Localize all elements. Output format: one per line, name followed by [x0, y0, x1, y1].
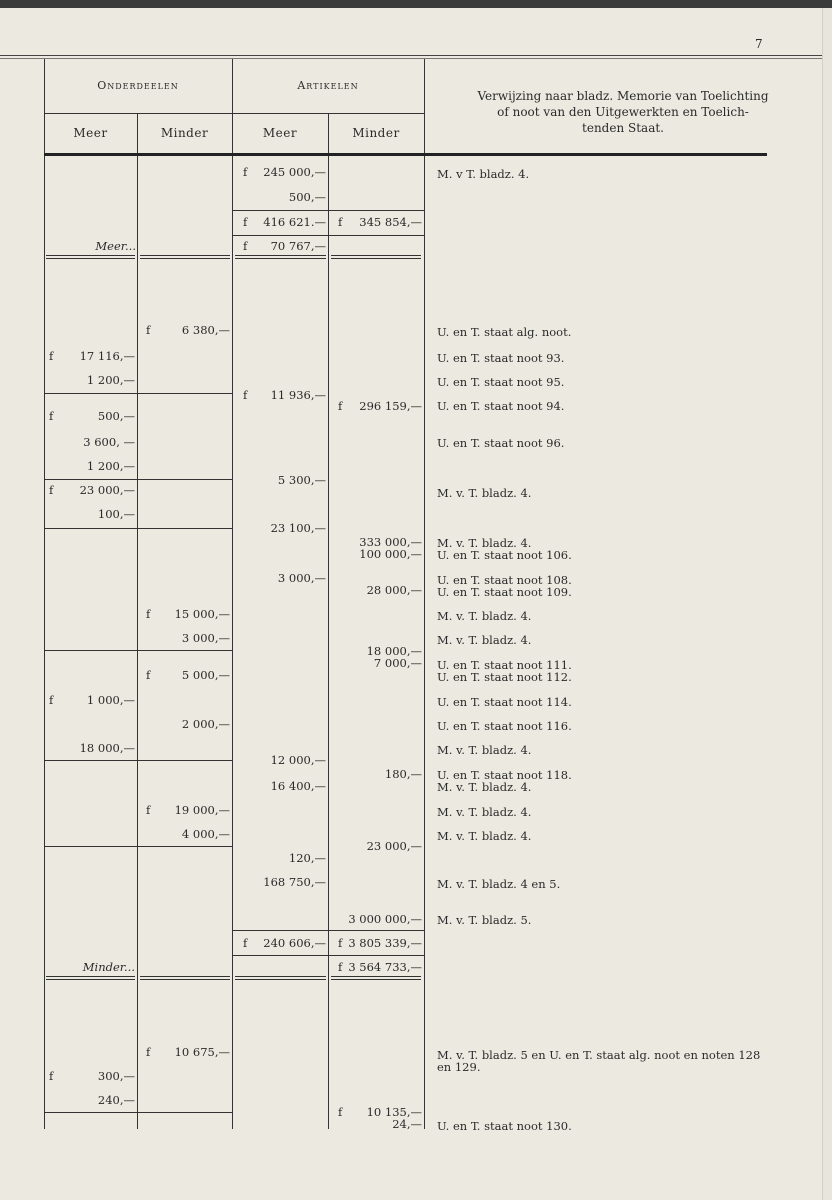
reference: U. en T. staat noot 108. [437, 573, 572, 587]
value: 296 159,— [359, 399, 422, 413]
florin: f [146, 668, 151, 682]
header-artikelen: Artikelen [297, 79, 359, 92]
value: 12 000,— [270, 753, 326, 767]
value: 23 100,— [270, 521, 326, 535]
rule [233, 210, 424, 211]
florin: f [243, 165, 248, 179]
value: 3 564 733,— [348, 960, 422, 974]
rule [331, 976, 421, 980]
header-verwijzing-line-2: of noot van den Uitgewerkten en Toelich- [497, 105, 749, 119]
florin: f [243, 239, 248, 253]
col-line-left [44, 59, 45, 1129]
reference: M. v. T. bladz. 4. [437, 829, 532, 843]
value: 1 200,— [86, 459, 135, 473]
value: 28 000,— [366, 583, 422, 597]
reference: U. en T. staat noot 111. [437, 658, 572, 672]
value: 333 000,— [359, 535, 422, 549]
reference: M. v. T. bladz. 5 en U. en T. staat alg. noot en noten 128 [437, 1048, 761, 1062]
header-artikelen-minder: Minder [352, 126, 400, 140]
col-line-5 [424, 59, 425, 1129]
florin: f [146, 607, 151, 621]
florin: f [146, 803, 151, 817]
reference: M. v. T. bladz. 4. [437, 609, 532, 623]
reference: M. v. T. bladz. 4. [437, 805, 532, 819]
value: 120,— [288, 851, 326, 865]
value: 70 767,— [270, 239, 326, 253]
reference: U. en T. staat noot 130. [437, 1119, 572, 1133]
florin: f [49, 483, 54, 497]
value: 23 000,— [366, 839, 422, 853]
rule [46, 255, 135, 259]
top-rule-2 [0, 58, 822, 59]
value: 240 606,— [263, 936, 326, 950]
rule [140, 255, 230, 259]
value: 15 000,— [174, 607, 230, 621]
reference: M. v. T. bladz. 4 en 5. [437, 877, 561, 891]
reference: M. v T. bladz. 4. [437, 167, 530, 181]
reference: M. v. T. bladz. 4. [437, 486, 532, 500]
value: 10 675,— [174, 1045, 230, 1059]
value: 6 380,— [181, 323, 230, 337]
value: 416 621.— [263, 215, 326, 229]
col-line-2 [137, 113, 138, 1129]
value: 300,— [97, 1069, 135, 1083]
header-verwijzing-line-3: tenden Staat. [582, 121, 664, 135]
value: 2 000,— [181, 717, 230, 731]
header-divider [44, 113, 424, 114]
value: 3 000 000,— [348, 912, 422, 926]
florin: f [338, 960, 343, 974]
page-number: 7 [755, 37, 763, 51]
florin: f [243, 388, 248, 402]
florin: f [338, 1105, 343, 1119]
reference: U. en T. staat noot 106. [437, 548, 572, 562]
top-rule [0, 55, 822, 56]
value: 5 300,— [277, 473, 326, 487]
document-page [0, 8, 823, 1200]
reference: en 129. [437, 1060, 481, 1074]
rule [44, 528, 232, 529]
rule [233, 235, 424, 236]
rule [44, 760, 232, 761]
value: 1 200,— [86, 373, 135, 387]
reference: U. en T. staat noot 109. [437, 585, 572, 599]
col-line-3 [232, 59, 233, 1129]
header-onderdeelen: Onderdeelen [97, 79, 179, 92]
rule [44, 650, 232, 651]
rule [235, 255, 326, 259]
florin: f [49, 693, 54, 707]
value: 500,— [288, 190, 326, 204]
value: 345 854,— [359, 215, 422, 229]
reference: U. en T. staat noot 96. [437, 436, 565, 450]
header-bottom-rule [44, 153, 767, 156]
reference: M. v. T. bladz. 4. [437, 780, 532, 794]
value: 16 400,— [270, 779, 326, 793]
florin: f [338, 399, 343, 413]
value: 7 000,— [373, 656, 422, 670]
rule [44, 393, 232, 394]
value: 18 000,— [79, 741, 135, 755]
reference: U. en T. staat noot 94. [437, 399, 565, 413]
reference: U. en T. staat noot 112. [437, 670, 572, 684]
reference: U. en T. staat noot 118. [437, 768, 572, 782]
rule [233, 930, 424, 931]
value: 17 116,— [79, 349, 135, 363]
florin: f [49, 349, 54, 363]
florin: f [243, 215, 248, 229]
label-meer: Meer... [95, 239, 136, 253]
reference: U. en T. staat noot 95. [437, 375, 565, 389]
top-edge [0, 0, 832, 8]
value: 19 000,— [174, 803, 230, 817]
rule [331, 255, 421, 259]
value: 3 600, — [83, 435, 135, 449]
reference: U. en T. staat noot 114. [437, 695, 572, 709]
col-line-4 [328, 113, 329, 1129]
header-verwijzing-line-1: Verwijzing naar bladz. Memorie van Toelichting [477, 89, 769, 103]
rule [46, 976, 135, 980]
value: 23 000,— [79, 483, 135, 497]
florin: f [243, 936, 248, 950]
rule [140, 976, 230, 980]
reference: M. v. T. bladz. 4. [437, 633, 532, 647]
florin: f [146, 323, 151, 337]
rule [235, 976, 326, 980]
value: 168 750,— [263, 875, 326, 889]
value: 245 000,— [263, 165, 326, 179]
value: 1 000,— [86, 693, 135, 707]
rule [233, 955, 424, 956]
value: 11 936,— [270, 388, 326, 402]
rule [44, 479, 232, 480]
header-onderdeelen-minder: Minder [160, 126, 209, 140]
value: 10 135,— [366, 1105, 422, 1119]
label-minder: Minder... [82, 960, 135, 974]
value: 5 000,— [181, 668, 230, 682]
value: 24,— [392, 1117, 422, 1131]
header-verwijzing [424, 88, 822, 136]
florin: f [49, 409, 54, 423]
florin: f [146, 1045, 151, 1059]
value: 500,— [97, 409, 135, 423]
value: 3 000,— [181, 631, 230, 645]
reference: U. en T. staat noot 93. [437, 351, 565, 365]
reference: M. v. T. bladz. 4. [437, 536, 532, 550]
value: 3 805 339,— [348, 936, 422, 950]
value: 18 000,— [366, 644, 422, 658]
reference: M. v. T. bladz. 5. [437, 913, 532, 927]
reference: U. en T. staat noot 116. [437, 719, 572, 733]
florin: f [338, 215, 343, 229]
value: 180,— [384, 767, 422, 781]
value: 100,— [97, 507, 135, 521]
reference: U. en T. staat alg. noot. [437, 325, 572, 339]
value: 4 000,— [181, 827, 230, 841]
florin: f [338, 936, 343, 950]
rule [44, 1112, 232, 1113]
header-onderdeelen-meer: Meer [73, 126, 108, 140]
rule [44, 846, 232, 847]
florin: f [49, 1069, 54, 1083]
value: 3 000,— [277, 571, 326, 585]
reference: M. v. T. bladz. 4. [437, 743, 532, 757]
header-artikelen-meer: Meer [262, 126, 298, 140]
value: 240,— [97, 1093, 135, 1107]
value: 100 000,— [359, 547, 422, 561]
